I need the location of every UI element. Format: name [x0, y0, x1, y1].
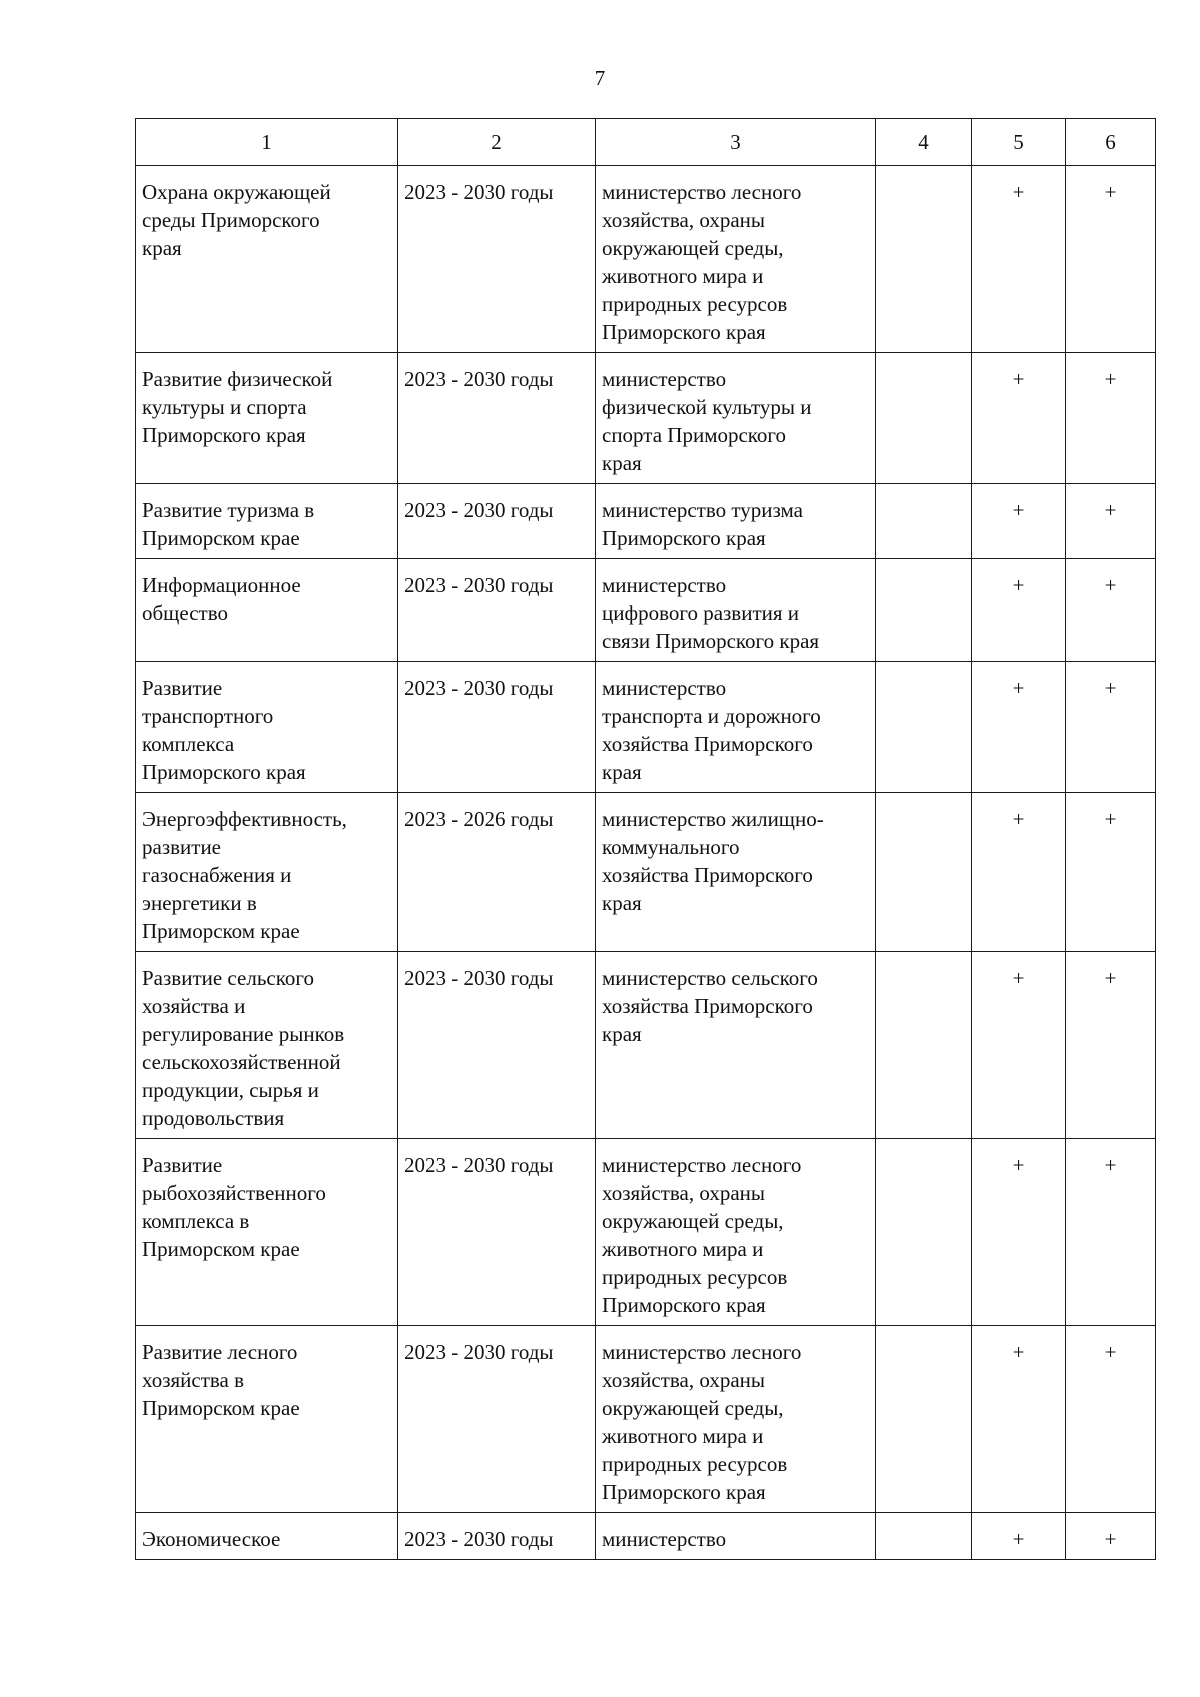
column-4-cell: [876, 484, 972, 559]
period-cell-text: 2023 - 2030 годы: [404, 966, 554, 990]
table-row: [136, 353, 1156, 484]
column-5-mark-cell: [972, 484, 1066, 559]
table-header-row: [136, 119, 1156, 166]
executor-cell: [596, 166, 876, 353]
period-cell: [398, 662, 596, 793]
program-name-cell: [136, 484, 398, 559]
column-5-mark-cell-text: +: [1012, 180, 1025, 204]
period-cell: [398, 952, 596, 1139]
executor-cell: [596, 952, 876, 1139]
column-5-mark-cell-text: +: [1012, 1340, 1025, 1364]
column-5-mark-cell-text: +: [1012, 807, 1025, 831]
period-cell-text: 2023 - 2030 годы: [404, 498, 554, 522]
program-name-cell-text: Развитие лесного хозяйства в Приморском крае: [142, 1340, 300, 1420]
programs-table: [135, 118, 1156, 1560]
program-name-cell: [136, 1139, 398, 1326]
header-cell-4: 4: [876, 119, 972, 166]
column-5-mark-cell-text: +: [1012, 573, 1025, 597]
program-name-cell: [136, 662, 398, 793]
column-5-mark-cell: [972, 353, 1066, 484]
column-6-mark-cell-text: +: [1104, 1153, 1117, 1177]
column-4-cell: [876, 353, 972, 484]
executor-cell-text: министерство физической культуры и спорта Приморского края: [602, 367, 812, 475]
table-row: [136, 1326, 1156, 1513]
column-5-mark-cell-text: +: [1012, 676, 1025, 700]
column-5-mark-cell: [972, 662, 1066, 793]
executor-cell: [596, 484, 876, 559]
program-name-cell-text: Экономическое: [142, 1527, 281, 1551]
column-6-mark-cell: [1066, 662, 1156, 793]
period-cell-text: 2023 - 2026 годы: [404, 807, 554, 831]
period-cell: [398, 353, 596, 484]
table-row: [136, 559, 1156, 662]
period-cell: [398, 166, 596, 353]
column-6-mark-cell: [1066, 353, 1156, 484]
column-6-mark-cell-text: +: [1104, 1340, 1117, 1364]
program-name-cell: [136, 793, 398, 952]
column-6-mark-cell: [1066, 559, 1156, 662]
column-6-mark-cell-text: +: [1104, 367, 1117, 391]
column-5-mark-cell-text: +: [1012, 367, 1025, 391]
column-5-mark-cell: [972, 559, 1066, 662]
column-5-mark-cell: [972, 793, 1066, 952]
executor-cell-text: министерство лесного хозяйства, охраны окружающей среды, животного мира и природных ресурсов Приморского края: [602, 1340, 802, 1504]
program-name-cell-text: Охрана окружающей среды Приморского края: [142, 180, 331, 260]
table-row: [136, 952, 1156, 1139]
table-row: [136, 1139, 1156, 1326]
column-6-mark-cell: [1066, 1139, 1156, 1326]
program-name-cell-text: Развитие сельского хозяйства и регулирование рынков сельскохозяйственной продукции, сырья и продовольствия: [142, 966, 345, 1130]
column-5-mark-cell-text: +: [1012, 966, 1025, 990]
table-row: [136, 662, 1156, 793]
period-cell-text: 2023 - 2030 годы: [404, 1153, 554, 1177]
column-4-cell: [876, 952, 972, 1139]
period-cell-text: 2023 - 2030 годы: [404, 676, 554, 700]
period-cell: [398, 793, 596, 952]
period-cell-text: 2023 - 2030 годы: [404, 1340, 554, 1364]
period-cell-text: 2023 - 2030 годы: [404, 573, 554, 597]
column-4-cell: [876, 166, 972, 353]
executor-cell: [596, 793, 876, 952]
program-name-cell-text: Развитие туризма в Приморском крае: [142, 498, 315, 550]
table-row: [136, 166, 1156, 353]
column-6-mark-cell-text: +: [1104, 180, 1117, 204]
executor-cell-text: министерство лесного хозяйства, охраны окружающей среды, животного мира и природных ресурсов Приморского края: [602, 1153, 802, 1317]
column-5-mark-cell-text: +: [1012, 1153, 1025, 1177]
executor-cell-text: министерство лесного хозяйства, охраны окружающей среды, животного мира и природных ресурсов Приморского края: [602, 180, 802, 344]
executor-cell-text: министерство: [602, 1527, 727, 1551]
period-cell: [398, 1139, 596, 1326]
header-cell-1: 1: [136, 119, 398, 166]
executor-cell-text: министерство туризма Приморского края: [602, 498, 803, 550]
program-name-cell: [136, 1513, 398, 1560]
executor-cell-text: министерство сельского хозяйства Приморского края: [602, 966, 818, 1046]
column-5-mark-cell: [972, 1139, 1066, 1326]
executor-cell: [596, 1326, 876, 1513]
executor-cell: [596, 1139, 876, 1326]
column-6-mark-cell: [1066, 484, 1156, 559]
program-name-cell: [136, 166, 398, 353]
column-4-cell: [876, 1139, 972, 1326]
column-5-mark-cell: [972, 1326, 1066, 1513]
table-row: [136, 793, 1156, 952]
column-5-mark-cell-text: +: [1012, 498, 1025, 522]
column-4-cell: [876, 662, 972, 793]
executor-cell: [596, 1513, 876, 1560]
column-6-mark-cell: [1066, 952, 1156, 1139]
period-cell: [398, 1513, 596, 1560]
program-name-cell-text: Развитие транспортного комплекса Приморского края: [142, 676, 306, 784]
period-cell: [398, 1326, 596, 1513]
period-cell-text: 2023 - 2030 годы: [404, 180, 554, 204]
column-5-mark-cell: [972, 1513, 1066, 1560]
column-4-cell: [876, 1513, 972, 1560]
column-6-mark-cell-text: +: [1104, 1527, 1117, 1551]
program-name-cell-text: Развитие физической культуры и спорта Приморского края: [142, 367, 333, 447]
column-6-mark-cell-text: +: [1104, 807, 1117, 831]
executor-cell-text: министерство жилищно- коммунального хозяйства Приморского края: [602, 807, 824, 915]
executor-cell: [596, 559, 876, 662]
column-6-mark-cell: [1066, 166, 1156, 353]
column-4-cell: [876, 1326, 972, 1513]
column-4-cell: [876, 559, 972, 662]
executor-cell-text: министерство цифрового развития и связи Приморского края: [602, 573, 820, 653]
program-name-cell: [136, 559, 398, 662]
header-cell-2: 2: [398, 119, 596, 166]
column-6-mark-cell: [1066, 1326, 1156, 1513]
executor-cell: [596, 662, 876, 793]
column-5-mark-cell-text: +: [1012, 1527, 1025, 1551]
programs-table-body: [136, 119, 1156, 1560]
column-6-mark-cell-text: +: [1104, 966, 1117, 990]
executor-cell: [596, 353, 876, 484]
column-6-mark-cell-text: +: [1104, 498, 1117, 522]
column-4-cell: [876, 793, 972, 952]
program-name-cell-text: Информационное общество: [142, 573, 301, 625]
table-row: [136, 484, 1156, 559]
header-cell-5: 5: [972, 119, 1066, 166]
program-name-cell: [136, 353, 398, 484]
program-name-cell: [136, 952, 398, 1139]
column-6-mark-cell: [1066, 793, 1156, 952]
program-name-cell: [136, 1326, 398, 1513]
period-cell: [398, 559, 596, 662]
executor-cell-text: министерство транспорта и дорожного хозяйства Приморского края: [602, 676, 821, 784]
page-number: 7: [594, 66, 606, 90]
program-name-cell-text: Энергоэффективность, развитие газоснабжения и энергетики в Приморском крае: [142, 807, 347, 943]
table-row: [136, 1513, 1156, 1560]
period-cell-text: 2023 - 2030 годы: [404, 1527, 554, 1551]
period-cell-text: 2023 - 2030 годы: [404, 367, 554, 391]
program-name-cell-text: Развитие рыбохозяйственного комплекса в Приморском крае: [142, 1153, 326, 1261]
column-6-mark-cell-text: +: [1104, 573, 1117, 597]
column-5-mark-cell: [972, 166, 1066, 353]
column-6-mark-cell-text: +: [1104, 676, 1117, 700]
header-cell-3: 3: [596, 119, 876, 166]
header-cell-6: 6: [1066, 119, 1156, 166]
column-5-mark-cell: [972, 952, 1066, 1139]
period-cell: [398, 484, 596, 559]
column-6-mark-cell: [1066, 1513, 1156, 1560]
